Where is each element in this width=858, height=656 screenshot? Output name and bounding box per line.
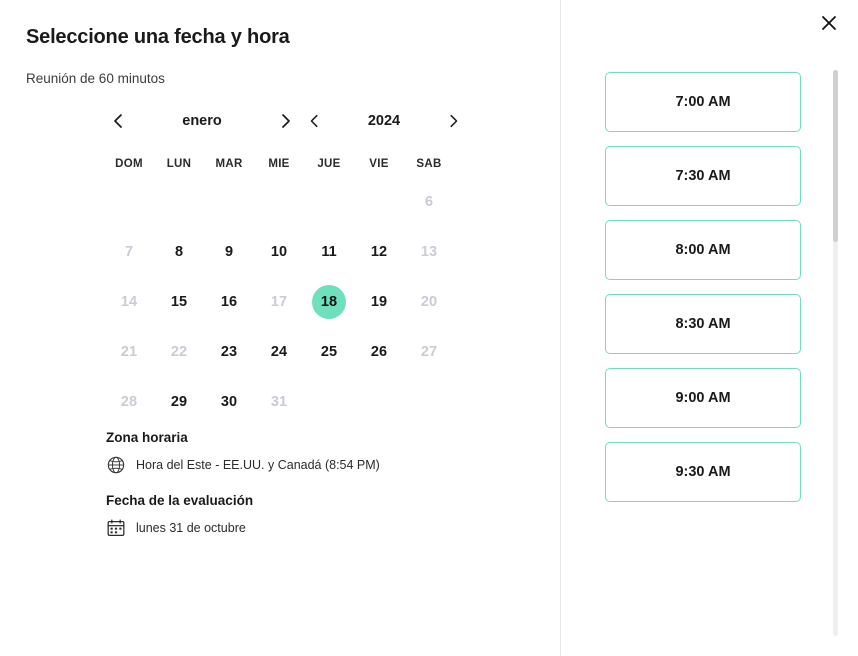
calendar-day-label: 6 xyxy=(424,194,434,210)
calendar-day-label: 24 xyxy=(270,344,288,360)
calendar-day-label: 21 xyxy=(120,344,138,360)
time-slot-list xyxy=(562,0,844,522)
calendar-day[interactable] xyxy=(304,330,354,374)
calendar-day xyxy=(154,330,204,374)
day-of-week-label: SAB xyxy=(416,158,442,170)
calendar-day xyxy=(404,230,454,274)
calendar-day[interactable] xyxy=(154,280,204,324)
calendar-navigation xyxy=(104,104,482,138)
calendar-day xyxy=(404,330,454,374)
evaluation-date-block xyxy=(106,493,534,538)
calendar-day-label: 26 xyxy=(370,344,388,360)
year-navigation xyxy=(300,106,468,136)
calendar-day-empty xyxy=(154,180,204,224)
calendar-day-label: 23 xyxy=(220,344,238,360)
calendar-day[interactable] xyxy=(304,230,354,274)
calendar-day[interactable] xyxy=(254,230,304,274)
calendar-week-row xyxy=(104,230,482,274)
day-of-week-label: MAR xyxy=(215,158,243,170)
calendar-day-empty xyxy=(304,380,354,424)
calendar-week-row xyxy=(104,180,482,224)
calendar-day-label xyxy=(312,185,346,219)
time-slot-button[interactable]: 9:30 AM xyxy=(605,442,801,502)
calendar-day-label xyxy=(112,185,146,219)
chevron-right-icon-year[interactable] xyxy=(438,106,468,136)
calendar-day-label: 7 xyxy=(124,244,134,260)
calendar-day-label: 8 xyxy=(174,244,184,260)
timezone-row[interactable] xyxy=(106,455,534,475)
calendar-day-label: 28 xyxy=(120,394,138,410)
calendar-day-label: 22 xyxy=(170,344,188,360)
calendar-day[interactable] xyxy=(204,330,254,374)
calendar-day xyxy=(104,230,154,274)
calendar-day xyxy=(404,280,454,324)
calendar-week-row xyxy=(104,330,482,374)
globe-icon xyxy=(106,455,126,475)
scrollbar[interactable] xyxy=(833,70,838,636)
day-of-week-label: JUE xyxy=(317,158,341,170)
calendar-day xyxy=(254,280,304,324)
calendar-day[interactable] xyxy=(204,230,254,274)
evaluation-date-row xyxy=(106,518,534,538)
calendar-day-label xyxy=(362,185,396,219)
chevron-right-icon-month[interactable] xyxy=(270,106,300,136)
calendar xyxy=(104,104,482,424)
calendar-day xyxy=(104,330,154,374)
calendar-day[interactable] xyxy=(254,330,304,374)
calendar-day[interactable] xyxy=(154,380,204,424)
meeting-duration-label: Reunión de 60 minutos xyxy=(26,71,165,86)
calendar-day-label: 10 xyxy=(270,244,288,260)
day-of-week-label: LUN xyxy=(166,158,192,170)
time-slot-pane xyxy=(562,0,858,656)
evaluation-date-heading: Fecha de la evaluación xyxy=(106,493,254,508)
calendar-day-empty xyxy=(304,180,354,224)
calendar-week-row xyxy=(104,380,482,424)
calendar-week-row xyxy=(104,280,482,324)
scrollbar-thumb[interactable] xyxy=(833,70,838,242)
calendar-day xyxy=(104,280,154,324)
calendar-day-label: 16 xyxy=(220,294,238,310)
calendar-grid xyxy=(104,180,482,424)
timezone-heading: Zona horaria xyxy=(106,430,188,445)
calendar-day[interactable] xyxy=(204,280,254,324)
calendar-day-label: 19 xyxy=(370,294,388,310)
day-of-week-label: DOM xyxy=(115,158,143,170)
calendar-day xyxy=(254,380,304,424)
chevron-left-icon-month[interactable] xyxy=(104,106,134,136)
day-of-week-header xyxy=(104,152,482,180)
calendar-day-label: 13 xyxy=(420,244,438,260)
calendar-day-label xyxy=(312,385,346,419)
calendar-day[interactable] xyxy=(204,380,254,424)
calendar-day-label xyxy=(162,185,196,219)
calendar-day-label xyxy=(262,185,296,219)
calendar-day-selected[interactable] xyxy=(304,280,354,324)
chevron-left-icon-year[interactable] xyxy=(300,106,330,136)
time-slot-button[interactable]: 8:00 AM xyxy=(605,220,801,280)
calendar-day-label: 29 xyxy=(170,394,188,410)
year-label: 2024 xyxy=(367,113,401,129)
time-slot-button[interactable]: 8:30 AM xyxy=(605,294,801,354)
time-slot-button[interactable]: 7:30 AM xyxy=(605,146,801,206)
calendar-day[interactable] xyxy=(354,330,404,374)
calendar-day-empty xyxy=(354,180,404,224)
calendar-day-label: 18 xyxy=(312,285,346,319)
calendar-day-label: 11 xyxy=(321,244,337,260)
evaluation-date-value: lunes 31 de octubre xyxy=(136,521,246,535)
timezone-value: Hora del Este - EE.UU. y Canadá (8:54 PM) xyxy=(136,458,380,472)
calendar-day-label: 25 xyxy=(320,344,338,360)
calendar-day[interactable] xyxy=(154,230,204,274)
time-slot-button[interactable]: 7:00 AM xyxy=(605,72,801,132)
calendar-day xyxy=(104,380,154,424)
calendar-day-label: 14 xyxy=(120,294,138,310)
calendar-day[interactable] xyxy=(354,230,404,274)
calendar-day-label: 27 xyxy=(420,344,438,360)
calendar-day-label: 12 xyxy=(370,244,388,260)
month-navigation xyxy=(104,106,300,136)
calendar-day-empty xyxy=(104,180,154,224)
calendar-day-label: 30 xyxy=(220,394,238,410)
calendar-day-label xyxy=(362,385,396,419)
calendar-day-label: 31 xyxy=(270,394,288,410)
calendar-day-label: 15 xyxy=(170,294,188,310)
calendar-day-label: 17 xyxy=(270,294,288,310)
calendar-day-label xyxy=(412,385,446,419)
calendar-day[interactable] xyxy=(354,280,404,324)
page-title: Seleccione una fecha y hora xyxy=(26,26,290,48)
timezone-block xyxy=(106,430,534,475)
calendar-day-empty xyxy=(404,380,454,424)
day-of-week-label: VIE xyxy=(369,158,389,170)
calendar-day-label xyxy=(212,185,246,219)
calendar-icon xyxy=(106,518,126,538)
time-slot-button[interactable]: 9:00 AM xyxy=(605,368,801,428)
calendar-day-empty xyxy=(254,180,304,224)
calendar-day-label: 20 xyxy=(420,294,438,310)
calendar-day-label: 9 xyxy=(224,244,234,260)
calendar-day-empty xyxy=(354,380,404,424)
month-label: enero xyxy=(182,113,222,129)
day-of-week-label: MIE xyxy=(268,158,290,170)
calendar-day xyxy=(404,180,454,224)
calendar-day-empty xyxy=(204,180,254,224)
